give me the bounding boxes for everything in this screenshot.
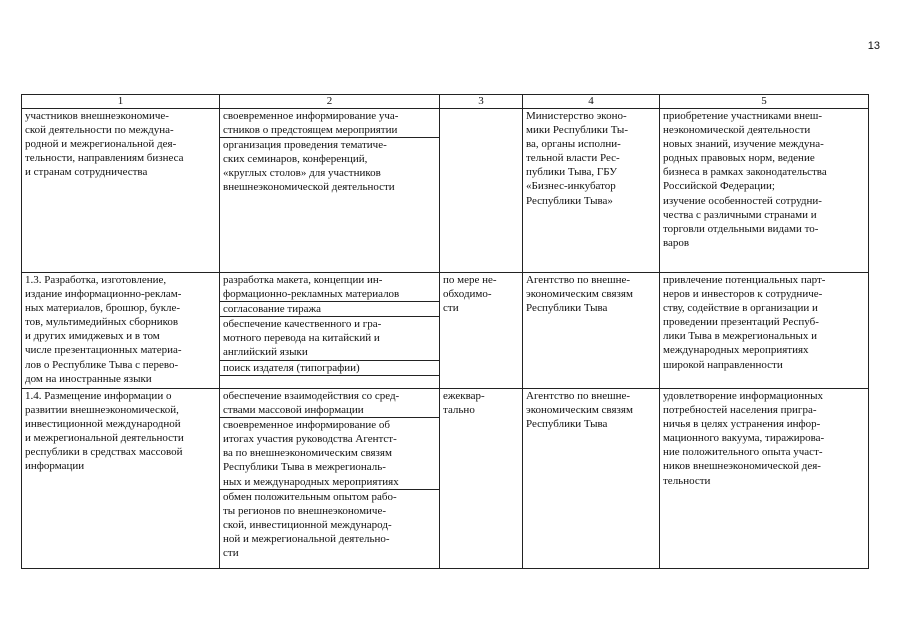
executor-cell: Агентство по внешне- экономическим связям Республики Тыва <box>523 273 660 389</box>
executor-cell: Министерство эконо- мики Республики Ты- ва, органы исполни- тельной власти Рес- публики Тыва, ГБУ «Бизнес-инкубатор Республики Тыва» <box>523 109 660 273</box>
tasks-cell <box>220 109 440 273</box>
task-item: поиск издателя (типографии) <box>220 361 439 376</box>
column-header: 2 <box>220 95 440 109</box>
column-header: 1 <box>22 95 220 109</box>
task-item: обеспечение качественного и гра- мотного перевода на китайский и английский языки <box>220 317 439 360</box>
tasks-cell <box>220 273 440 389</box>
measure-cell: 1.3. Разработка, изготовление, издание информационно-реклам- ных материалов, брошюр, букле- тов, мультимедийных сборников и других имиджевых и в том числе презентационных материа- лов о Республике Тыва с перево- дом на иностранные языки <box>22 273 220 389</box>
tasks-cell <box>220 389 440 569</box>
plan-table <box>21 94 869 569</box>
table-row <box>22 273 869 389</box>
task-item: своевременное информирование об итогах участия руководства Агентст- ва по внешнеэкономическим связям Республики Тыва в межрегиональ- ных и международных мероприятиях <box>220 418 439 489</box>
task-item: обмен положительным опытом рабо- ты регионов по внешнеэкономиче- ской, инвестиционной международ- ной и межрегиональной деятельно- сти <box>223 490 397 560</box>
result-cell: привлечение потенциальных парт- неров и инвесторов к сотрудниче- ству, содействие в организации и проведении презентаций Респуб- лики Тыва в межрегиональных и международных мероприятиях широкой направленности <box>660 273 869 389</box>
task-item: согласование тиража <box>220 302 439 317</box>
table-row <box>22 109 869 273</box>
deadline-cell <box>440 109 523 273</box>
column-header: 4 <box>523 95 660 109</box>
task-item: своевременное информирование уча- стников о предстоящем мероприятии <box>220 109 439 138</box>
task-item: обеспечение взаимодействия со сред- ствами массовой информации <box>220 389 439 418</box>
measure-cell: 1.4. Размещение информации о развитии внешнеэкономической, инвестиционной международной и межрегиональной деятельности республики в средствах массовой информации <box>22 389 220 569</box>
task-item: разработка макета, концепции ин- формационно-рекламных материалов <box>220 273 439 302</box>
deadline-cell: по мере не- обходимо- сти <box>440 273 523 389</box>
deadline-cell: ежеквар- тально <box>440 389 523 569</box>
column-header: 3 <box>440 95 523 109</box>
result-cell: приобретение участниками внеш- неэкономической деятельности новых знаний, изучение междуна- родных правовых норм, ведение бизнеса в рамках законодательства Российской Федерации; изучение особенностей сотрудни- чества с различными странами и торговли отдельными видами то- варов <box>660 109 869 273</box>
page-number: 13 <box>867 40 880 52</box>
task-item: организация проведения тематиче- ских семинаров, конференций, «круглых столов» для участников внешнеэкономической деятельности <box>223 139 395 194</box>
table-row <box>22 389 869 569</box>
column-header: 5 <box>660 95 869 109</box>
table-header-row <box>22 95 869 109</box>
executor-cell: Агентство по внешне- экономическим связям Республики Тыва <box>523 389 660 569</box>
result-cell: удовлетворение информационных потребностей населения пригра- ничья в целях устранения инфор- мационного вакуума, тиражирова- ние положительного опыта участ- ников внешнеэкономической дея- тельности <box>660 389 869 569</box>
measure-cell: участников внешнеэкономиче- ской деятельности по междуна- родной и межрегиональной дея- тельности, направлениям бизнеса и странам сотрудничества <box>22 109 220 273</box>
